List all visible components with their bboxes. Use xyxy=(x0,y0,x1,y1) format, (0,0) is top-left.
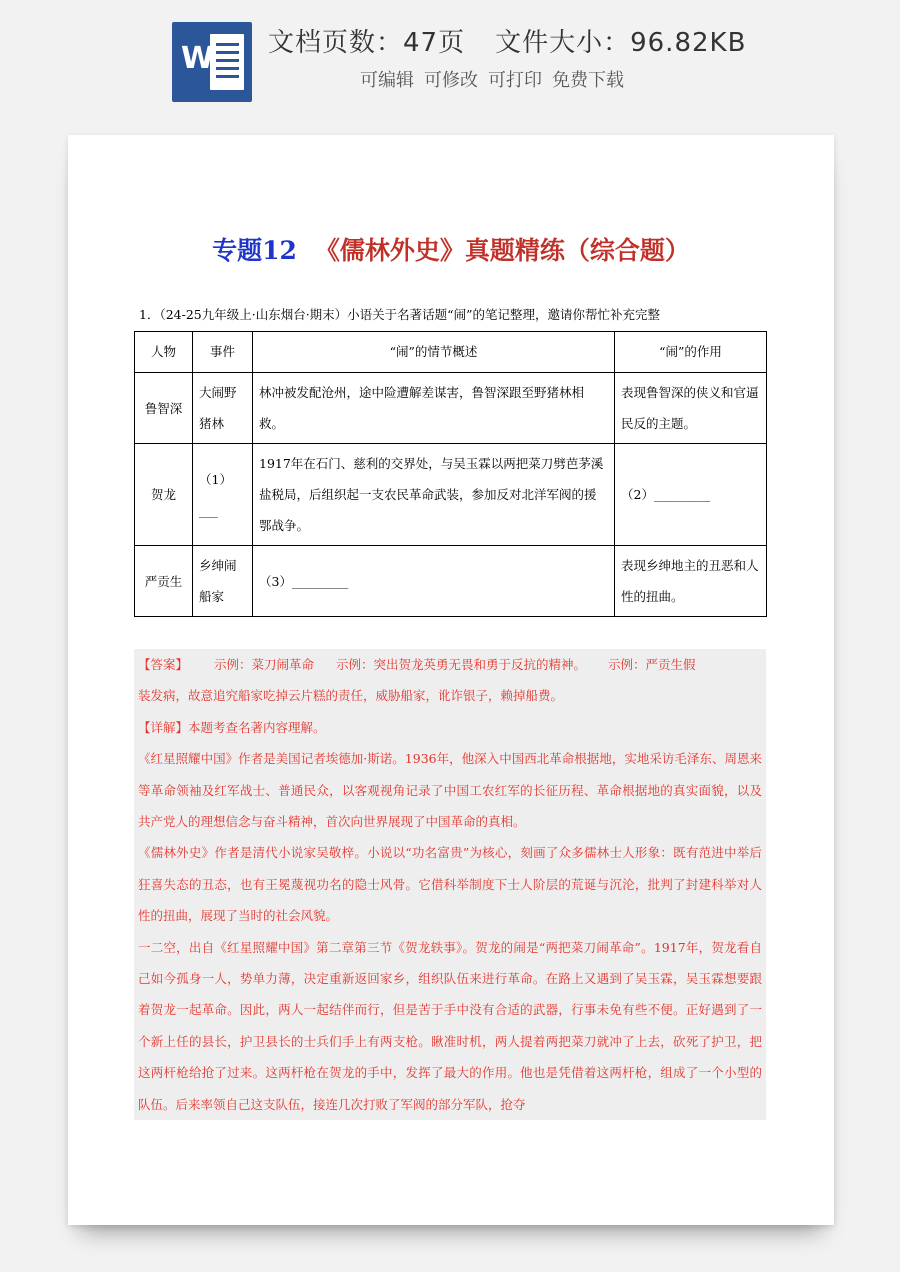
title-topic-name: 《儒林外史》真题精练（综合题） xyxy=(314,236,690,265)
notes-table xyxy=(134,331,767,617)
answer-paragraph: 装发病，故意追究船家吃掉云片糕的责任，威胁船家，讹诈银子，赖掉船费。 xyxy=(138,688,564,704)
document-page xyxy=(68,135,834,1225)
feature-printable: 可打印 xyxy=(488,70,542,91)
cell-event: 乡绅闹船家 xyxy=(193,546,253,617)
cell-effect-blank: （2）_________ xyxy=(615,444,767,546)
download-info-header xyxy=(0,0,900,120)
explanation-paragraph: 《红星照耀中国》作者是美国记者埃德加·斯诺。1936年，他深入中国西北革命根据地，实地采访毛泽东、周恩来等革命领袖及红军战士、普通民众，以客观视角记录了中国工农红军的长征历程、革命根据地的真实面貌，以及共产党人的理想信念与奋斗精神，首次向世界展现了中国革命的真相。 xyxy=(138,751,762,830)
table-header-row xyxy=(135,332,767,373)
word-w-glyph: W xyxy=(181,41,215,76)
header-plot-summary: “闹”的情节概述 xyxy=(253,332,615,373)
explanation-heading: 【详解】本题考查名著内容理解。 xyxy=(138,719,326,735)
feature-list xyxy=(360,66,624,92)
cell-plot-summary: 林冲被发配沧州，途中险遭解差谋害，鲁智深跟至野猪林相救。 xyxy=(253,373,615,444)
cell-event: 大闹野猪林 xyxy=(193,373,253,444)
answer-first-line xyxy=(134,649,766,680)
feature-editable: 可编辑 xyxy=(360,70,414,91)
table-row xyxy=(135,373,767,444)
feature-free-download: 免费下载 xyxy=(552,70,624,91)
cell-person: 贺龙 xyxy=(135,444,193,546)
word-doc-icon xyxy=(172,22,252,102)
title-topic-number: 专题12 xyxy=(212,236,297,265)
cell-person: 严贡生 xyxy=(135,546,193,617)
answer-item-1: 示例：菜刀闹革命 xyxy=(214,657,315,672)
file-size: 文件大小：96.82KB xyxy=(495,28,747,58)
header-effect: “闹”的作用 xyxy=(615,332,767,373)
cell-effect: 表现鲁智深的侠义和官逼民反的主题。 xyxy=(615,373,767,444)
cell-person: 鲁智深 xyxy=(135,373,193,444)
cell-effect: 表现乡绅地主的丑恶和人性的扭曲。 xyxy=(615,546,767,617)
document-title xyxy=(68,231,834,267)
explanation-paragraph: 一二空，出自《红星照耀中国》第二章第三节《贺龙轶事》。贺龙的闹是“两把菜刀闹革命”。1917年，贺龙看自己如今孤身一人，势单力薄，决定重新返回家乡，组织队伍来进行革命。在路上又遇到了吴玉霖，吴玉霖想要跟着贺龙一起革命。因此，两人一起结伴而行，但是苦于手中没有合适的武器，行事未免有些不便。正好遇到了一个新上任的县长，护卫县长的士兵们手上有两支枪。瞅准时机，两人提着两把菜刀就冲了上去，砍死了护卫，把这两杆枪给抢了过来。这两杆枪在贺龙的手中，发挥了最大的作用。他也是凭借着这两杆枪，组成了一个小型的队伍。后来率领自己这支队伍，接连几次打败了军阀的部分军队，抢夺 xyxy=(138,939,762,1112)
cell-plot-summary: 1917年在石门、慈利的交界处，与吴玉霖以两把菜刀劈芭茅溪盐税局，后组织起一支农民革命武装，参加反对北洋军阀的援鄂战争。 xyxy=(253,444,615,546)
word-doc-page-shape xyxy=(210,34,244,90)
explanation-paragraph: 《儒林外史》作者是清代小说家吴敬梓。小说以“功名富贵”为核心，刻画了众多儒林士人形象：既有范进中举后狂喜失态的丑态，也有王冕蔑视功名的隐士风骨。它借科举制度下士人阶层的荒诞与沉沦，批判了封建科举对人性的扭曲，展现了当时的社会风貌。 xyxy=(138,845,762,924)
header-person: 人物 xyxy=(135,332,193,373)
question-stem: 1．（24-25九年级上·山东烟台·期末）小语关于名著话题“闹”的笔记整理，邀请你帮忙补充完整 xyxy=(139,307,660,322)
header-event: 事件 xyxy=(193,332,253,373)
file-meta-line xyxy=(268,22,746,59)
feature-modifiable: 可修改 xyxy=(424,70,478,91)
answer-section xyxy=(134,649,766,1120)
answer-label: 【答案】 xyxy=(138,657,189,672)
table-row xyxy=(135,546,767,617)
page-count: 文档页数：47页 xyxy=(268,28,466,58)
cell-plot-summary-blank: （3）_________ xyxy=(253,546,615,617)
answer-item-2: 示例：突出贺龙英勇无畏和勇于反抗的精神。 xyxy=(336,657,587,672)
table-row xyxy=(135,444,767,546)
cell-event-blank: （1）___ xyxy=(193,444,253,546)
answer-item-3: 示例：严贡生假 xyxy=(608,657,696,672)
